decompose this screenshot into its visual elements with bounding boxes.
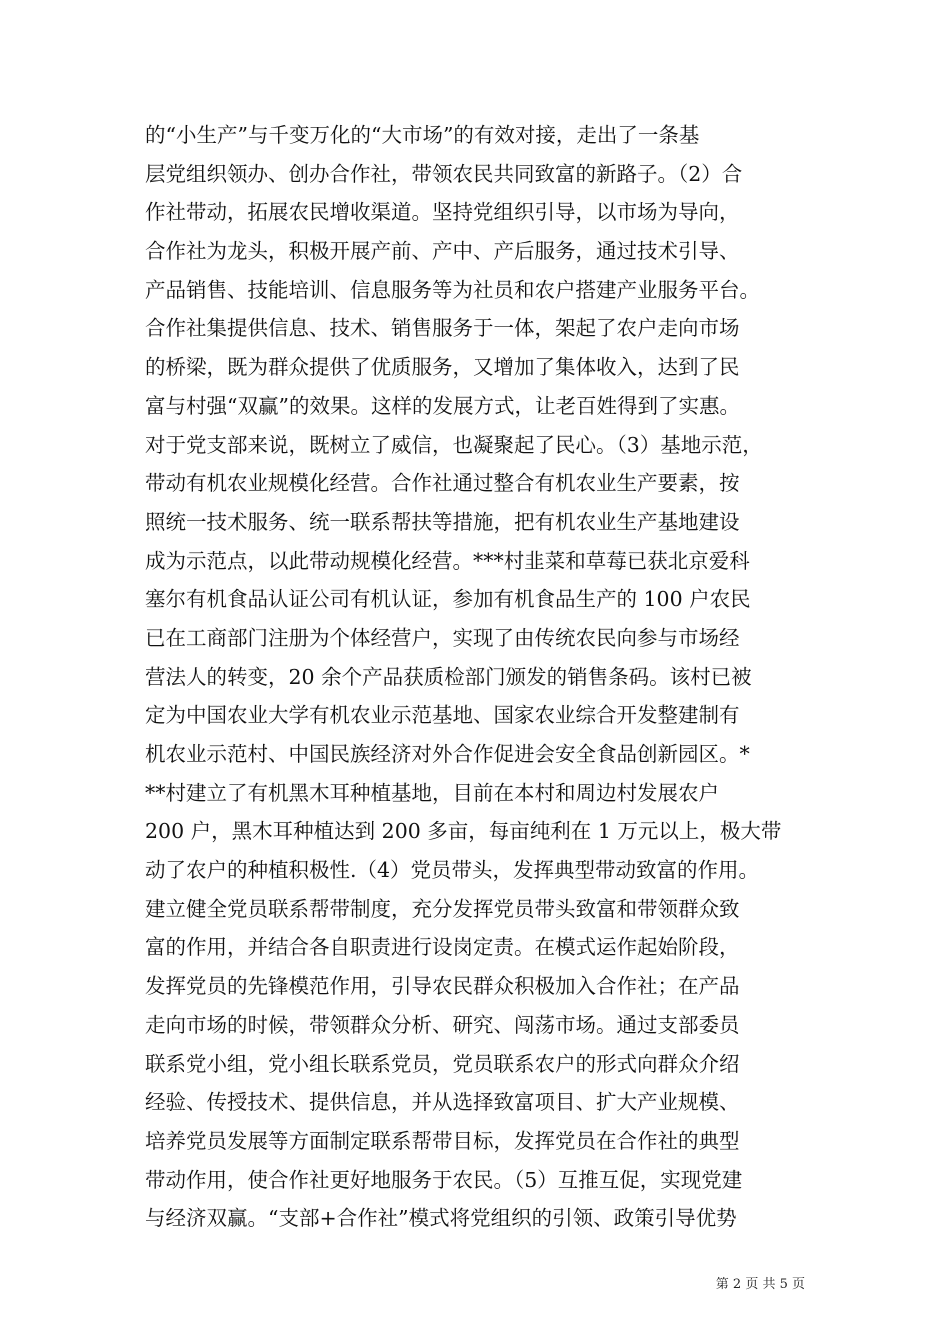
text-line: 发挥党员的先锋模范作用，引导农民群众积极加入合作社；在产品 (145, 974, 740, 999)
text-line: 的桥梁，既为群众提供了优质服务，又增加了集体收入，达到了民 (145, 355, 740, 380)
text-line: **村建立了有机黑木耳种植基地，目前在本村和周边村发展农户 (145, 780, 719, 805)
text-line: 带动作用，使合作社更好地服务于农民。（5）互推互促，实现党建 (145, 1167, 743, 1192)
text-line: 成为示范点，以此带动规模化经营。***村韭菜和草莓已获北京爱科 (145, 548, 750, 573)
text-line: 已在工商部门注册为个体经营户，实现了由传统农民向参与市场经 (145, 625, 740, 650)
page-number: 第 2 页 共 5 页 (715, 1277, 805, 1292)
text-line: 培养党员发展等方面制定联系帮带目标，发挥党员在合作社的典型 (145, 1128, 740, 1153)
text-line: 200 户，黑木耳种植达到 200 多亩，每亩纯利在 1 万元以上，极大带 (145, 819, 782, 844)
text-line: 定为中国农业大学有机农业示范基地、国家农业综合开发整建制有 (145, 703, 740, 728)
text-line: 合作社为龙头，积极开展产前、产中、产后服务，通过技术引导、 (145, 239, 740, 264)
text-line: 营法人的转变，20 余个产品获质检部门颁发的销售条码。该村已被 (145, 664, 752, 689)
text-line: 富与村强“双赢”的效果。这样的发展方式，让老百姓得到了实惠。 (145, 393, 740, 418)
text-line: 富的作用，并结合各自职责进行设岗定责。在模式运作起始阶段， (145, 935, 740, 960)
text-line: 塞尔有机食品认证公司有机认证，参加有机食品生产的 100 户农民 (145, 587, 751, 612)
text-line: 建立健全党员联系帮带制度，充分发挥党员带头致富和带领群众致 (145, 896, 740, 921)
text-line: 联系党小组，党小组长联系党员，党员联系农户的形式向群众介绍 (145, 1051, 740, 1076)
text-line: 带动有机农业规模化经营。合作社通过整合有机农业生产要素，按 (145, 471, 740, 496)
text-line: 机农业示范村、中国民族经济对外合作促进会安全食品创新园区。* (145, 742, 750, 766)
text-line: 层党组织领办、创办合作社，带领农民共同致富的新路子。（2）合 (145, 161, 743, 186)
text-line: 经验、传授技术、提供信息，并从选择致富项目、扩大产业规模、 (145, 1090, 740, 1115)
body-text (145, 116, 825, 1238)
text-line: 对于党支部来说，既树立了威信，也凝聚起了民心。（3）基地示范， (145, 432, 763, 457)
text-line: 作社带动，拓展农民增收渠道。坚持党组织引导，以市场为导向， (145, 200, 740, 225)
text-line: 与经济双赢。“支部+合作社”模式将党组织的引领、政策引导优势 (145, 1206, 737, 1231)
text-line: 产品销售、技能培训、信息服务等为社员和农户搭建产业服务平台。 (145, 277, 760, 302)
text-line: 的“小生产”与千变万化的“大市场”的有效对接，走出了一条基 (145, 123, 700, 147)
text-line: 合作社集提供信息、技术、销售服务于一体，架起了农户走向市场 (145, 316, 740, 341)
text-line: 走向市场的时候，带领群众分析、研究、闯荡市场。通过支部委员 (145, 1012, 740, 1037)
text-line: 动了农户的种植积极性.（4）党员带头，发挥典型带动致富的作用。 (145, 858, 760, 883)
text-line: 照统一技术服务、统一联系帮扶等措施，把有机农业生产基地建设 (145, 509, 740, 534)
